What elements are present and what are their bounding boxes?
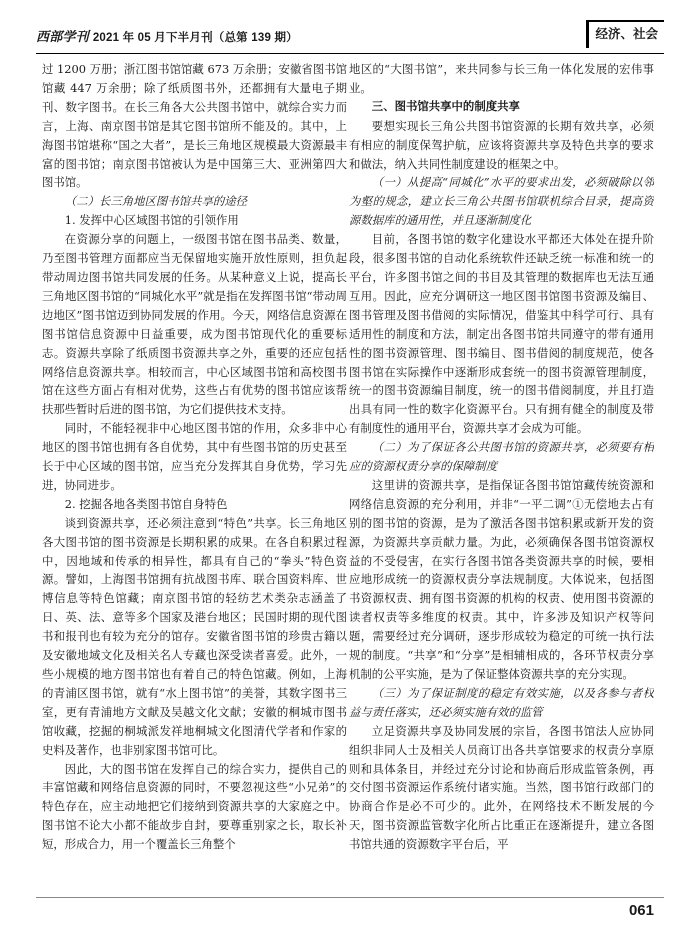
page-number: 061 [628,902,654,919]
subsection-heading: （二）长三角地区图书馆共享的途径 [64,194,248,209]
subsection-heading: （三）为了保证制度的稳定有效实施，以及各参与者权益与责任落实，还必须实施有效的监管 [349,685,654,719]
header-rule [36,53,664,54]
paragraph: 要想实现长三角公共图书馆资源的长期有效共享，必须有相应的制度保驾护航，应该将资源共享及特色共享的要求和做法，纳入共同性制度建设的框架之中。 [349,118,654,171]
left-column [42,60,347,900]
item-heading: 1. 发挥中心区域图书馆的引领作用 [64,213,239,228]
page-header [36,8,664,52]
paragraph: 过 1200 万册；浙江图书馆馆藏 673 万余册；安徽省图书馆馆藏 447 万余册；除了纸质图书外，还都拥有大量电子期刊、数字图书。在长三角各大公共图书馆中，就综合实力而言，上海、南京图书馆是其它图书馆所不能及的。其中，上海图书馆堪称“国之大者”，是长三角地区规模最大资源最丰富的图书馆；南京图书馆被认为是中国第三大、亚洲第四大图书馆。 [42,62,347,190]
issue-label: 2021 年 05 月下半月刊（总第 139 期） [92,32,298,44]
subsection-heading: （一）从提高“同城化”水平的要求出发，必须破除以邻为壑的规念，建立长三角公共图书馆联机综合目录，提高资源数据库的通用性，并且逐渐制度化 [349,175,654,228]
paragraph: 谈到资源共享，还必须注意到“特色”共享。长三角地区各大图书馆的图书资源是长期积累的成果。在各自积累过程中，因地域和传承的相异性，都具有自己的“拳头”特色资源。譬如，上海图书馆拥有抗战图书库、联合国资料库、世博信息等特色馆藏；南京图书馆的轻纺艺术类杂志涵盖了日、英、法、意等多个国家及港台地区；民国时期的现代图书和报刊也有较为充分的馆存。安徽省图书馆的珍贵古籍以及安徽地域文化及相关名人专藏也深受读者喜爱。此外，一些小规模的地方图书馆也有着自己的特色馆藏。例如，上海的青浦区图书馆，就有“水上图书馆”的美誉，其数字图书三室，更有青浦地方文献及吴越文化文献；安徽的桐城市图书馆收藏，挖掘的桐城派发祥地桐城文化图清代学者和作家的史料及著作，也非别家图书馆可比。 [42,515,347,757]
paragraph: 地区的“大图书馆”，来共同参与长三角一体化发展的宏伟事业。 [349,62,654,95]
journal-logo: 西部学刊 [36,30,89,45]
paragraph: 同时，不能轻视非中心地区图书馆的作用，众多非中心地区的图书馆也拥有各自优势，其中有些图书馆的历史甚至长于中心区域的图书馆，应当充分发挥其自身优势，学习先进，协同进步。 [42,421,347,492]
footer-rule [36,897,664,898]
paragraph: 立足资源共享及协同发展的宗旨，各图书馆法人应协同组织非同人士及相关人员商订出各共享馆要求的权责分享原则和具体条目，并经过充分讨论和协商后形成监管条例，再交付图书资源运作系统付诸实施。当然，图书馆行政部门的协商合作是必不可少的。此外，在网络技术不断发展的今天，图书资源监管数字化所占比重正在逐渐提升，建立各图书馆共通的资源数字平台后，平 [349,723,654,852]
paragraph: 在资源分享的问题上，一级图书馆在图书品类、数量，乃至图书管理方面都应当无保留地实施开放性原则，担负起带动周边图书馆共同发展的任务。从某种意义上说，提高长三角地区图书馆的“同城化水平”就是指在发挥图书馆“带动周边地区”图书馆迈到协同发展的作用。今天，网络信息资源在图书馆信息资源中日益重要，成为图书馆现代化的重要标志。资源共享除了纸质图书资源共享之外，重要的还应包括网络信息资源共享。相较而言，中心区域图书馆和高校图书馆在这些方面占有相对优势，这些占有优势的图书馆应该帮扶那些暂时后进的图书馆，为它们提供技术支持。 [42,232,347,417]
right-column [349,60,654,900]
journal-issue-line [36,26,298,45]
section-heading: 三、图书馆共享中的制度共享 [371,100,520,113]
subsection-heading: （二）为了保证各公共图书馆的资源共享，必须要有相应的资源权责分享的保障制度 [349,440,654,474]
item-heading: 2. 挖掘各地各类图书馆自身特色 [64,496,228,511]
paragraph: 因此，大的图书馆在发挥自己的综合实力，提供自己的丰富馆藏和网络信息资源的同时，不要忽视这些“小兄弟”的特色存在，应主动地把它们接纳到资源共享的大家庭之中。图书馆不论大小都不能故步自封，要尊重别家之长，取长补短，形成合力，用一个覆盖长三角整个 [42,761,347,852]
paragraph: 目前，各图书馆的数字化建设水平都还大体处在提升阶段，很多图书馆的自动化系统软件还缺乏统一标准和统一的平台，许多图书馆之间的书目及其管理的数据库也无法互通互用。因此，应充分调研这一地区图书馆图书资源及编目、图书管理及图书借阅的实际情况，借鉴其中科学可行、具有适用性的制度和方法，制定出各图书馆共同遵守的带有通用性的图书资源管理、图书编目、图书借阅的制度规范，使各图书馆在实际操作中逐渐形成套统一的图书资源管理制度，统一的图书资源编目制度，统一的图书借阅制度，并且打造出具有同一性的数字化资源平台。只有拥有健全的制度及带有制度性的通用平台，资源共享才会成为可能。 [349,232,654,436]
paragraph: 这里讲的资源共享，是指保证各图书馆馆藏传统资源和网络信息资源的充分利用，并非“一平二调”①无偿地去占有别的图书馆的资源，是为了激活各图书馆积累或新开发的资源，为资源共享贡献力量。为此，必须确保各图书馆资源权益的不受侵害，在实行各图书馆各类资源共享的时候，要相应地形成统一的资源权责分享法规制度。大体说来，包括图书资源权责、拥有图书资源的机构的权责、使用图书资源的读者权责等多维度的权责。其中，许多涉及知识产权等问题，需要经过充分调研，逐步形成较为稳定的可统一执行法规的制度。“共享”和“分享”是相辅相成的，各环节权责分享机制的公平实施，是为了保证整体资源共享的充分实现。 [349,477,654,681]
section-label: 经济、社会 [586,20,664,48]
